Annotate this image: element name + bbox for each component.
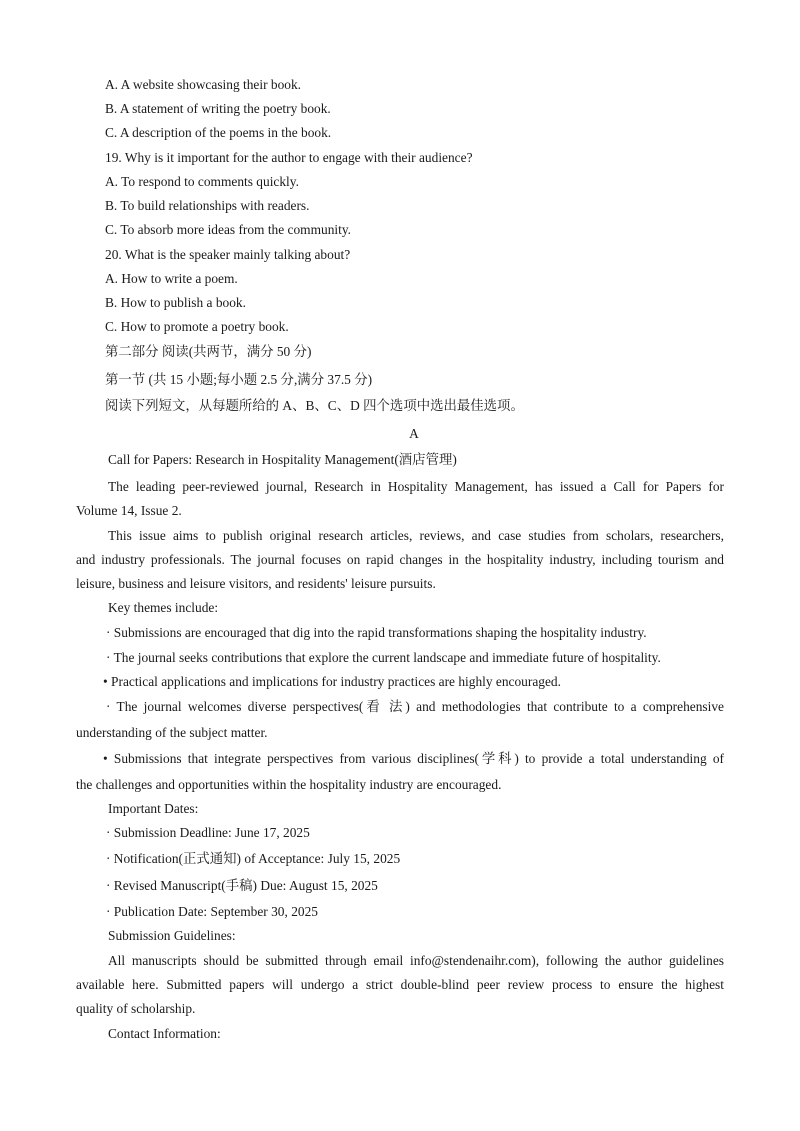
para2-line3: leisure, business and leisure visitors, and residents' leisure pursuits. [76,576,436,591]
key-themes-heading: Key themes include: [108,600,219,615]
date-revised: · Revised Manuscript(手稿) Due: August 15, 2025 [106,878,378,893]
theme-5-line1: • Submissions that integrate perspectives from various disciplines(学科) to provide a total understanding of [103,751,724,766]
part-title: 第二部分 阅读(共两节，满分 50 分) [105,344,312,359]
date-notification: · Notification(正式通知) of Acceptance: July 15, 2025 [106,851,401,866]
section-title: 第一节 (共 15 小题;每小题 2.5 分,满分 37.5 分) [105,372,373,387]
guidelines-line1: All manuscripts should be submitted through email info@stendenaihr.com), following the author guidelines [108,953,724,968]
para1-line1: The leading peer-reviewed journal, Research in Hospitality Management, has issued a Call for Papers for [108,479,724,494]
passage-label: A [409,426,419,441]
theme-1: · Submissions are encouraged that dig into the rapid transformations shaping the hospitality industry. [106,625,647,640]
instructions: 阅读下列短文，从每题所给的 A、B、C、D 四个选项中选出最佳选项。 [105,398,524,413]
date-publication: · Publication Date: September 30, 2025 [106,904,318,919]
q19-option-a: A. To respond to comments quickly. [105,174,299,189]
theme-4-line1: · The journal welcomes diverse perspectives(看 法) and methodologies that contribute to a comprehensive [106,699,724,714]
q18-option-b: B. A statement of writing the poetry book. [105,101,331,116]
para2-line1: This issue aims to publish original research articles, reviews, and case studies from scholars, researchers, [108,528,724,543]
para2-line2: and industry professionals. The journal focuses on rapid changes in the hospitality industry, including tourism and [76,552,724,567]
guidelines-line3: quality of scholarship. [76,1001,196,1016]
theme-5-line2: the challenges and opportunities within the hospitality industry are encouraged. [76,777,502,792]
para1-line2: Volume 14, Issue 2. [76,503,182,518]
q20-question: 20. What is the speaker mainly talking about? [105,247,351,262]
guidelines-heading: Submission Guidelines: [108,928,236,943]
dates-heading: Important Dates: [108,801,199,816]
passage-title: Call for Papers: Research in Hospitality Management(酒店管理) [108,452,457,467]
q18-option-a: A. A website showcasing their book. [105,77,302,92]
date-submission: · Submission Deadline: June 17, 2025 [106,825,310,840]
guidelines-line2: available here. Submitted papers will undergo a strict double-blind peer review process to ensure the highest [76,977,724,992]
q19-question: 19. Why is it important for the author to engage with their audience? [105,150,473,165]
q20-option-c: C. How to promote a poetry book. [105,319,289,334]
q20-option-a: A. How to write a poem. [105,271,238,286]
contact-heading: Contact Information: [108,1026,221,1041]
theme-3: • Practical applications and implications for industry practices are highly encouraged. [103,674,561,689]
q18-option-c: C. A description of the poems in the book. [105,125,332,140]
q19-option-b: B. To build relationships with readers. [105,198,310,213]
theme-2: · The journal seeks contributions that explore the current landscape and immediate future of hospitality. [106,650,661,665]
q19-option-c: C. To absorb more ideas from the community. [105,222,351,237]
q20-option-b: B. How to publish a book. [105,295,246,310]
theme-4-line2: understanding of the subject matter. [76,725,268,740]
